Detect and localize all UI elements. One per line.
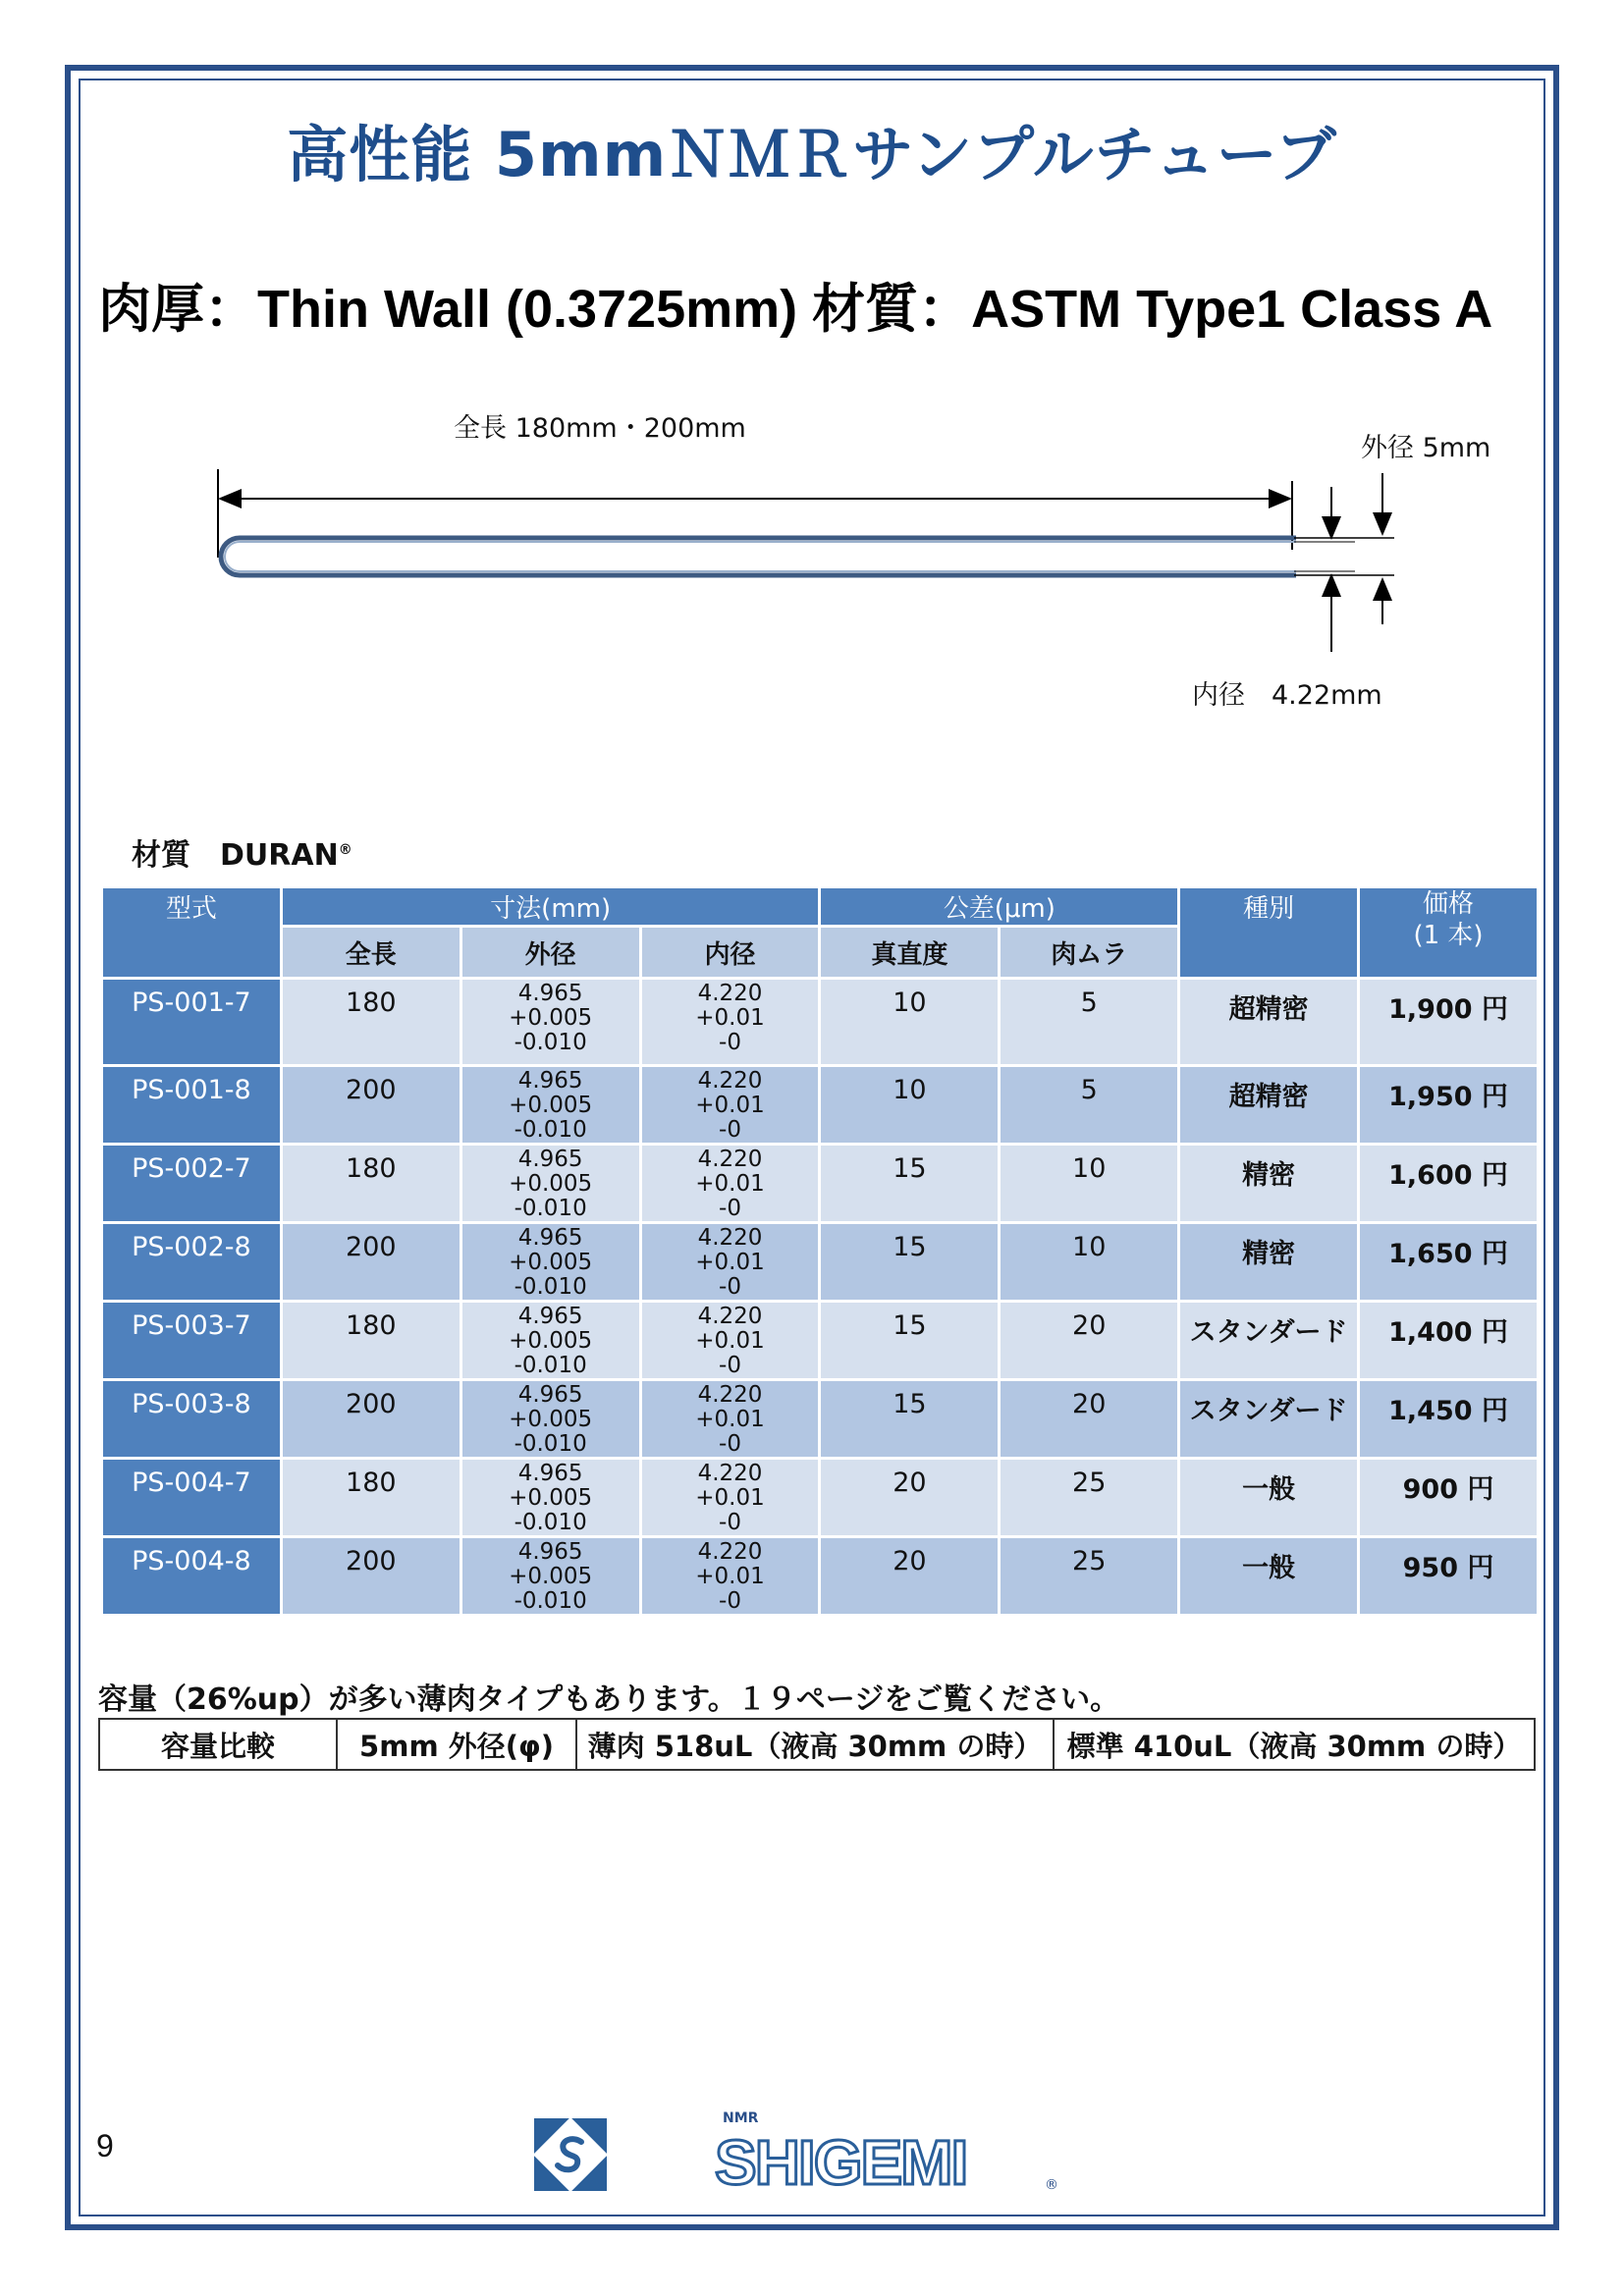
table-row bbox=[103, 980, 1537, 1064]
type-cell: 一般 bbox=[1180, 1538, 1357, 1614]
price-cell: 1,400 円 bbox=[1360, 1303, 1537, 1378]
id-cell: 4.220 +0.01 -0 bbox=[642, 1303, 819, 1378]
type-cell: 超精密 bbox=[1180, 980, 1357, 1064]
subheader-straightness: 真直度 bbox=[821, 928, 998, 977]
table-row bbox=[103, 1538, 1537, 1614]
straightness-cell: 20 bbox=[821, 1538, 998, 1614]
subheader-id: 内径 bbox=[642, 928, 819, 977]
length-cell: 200 bbox=[283, 1067, 460, 1143]
straightness-cell: 15 bbox=[821, 1381, 998, 1457]
table-row bbox=[103, 1146, 1537, 1221]
table-row bbox=[103, 1224, 1537, 1300]
length-cell: 200 bbox=[283, 1224, 460, 1300]
wall-variation-cell: 25 bbox=[1001, 1538, 1177, 1614]
straightness-cell: 10 bbox=[821, 980, 998, 1064]
wall-variation-cell: 5 bbox=[1001, 980, 1177, 1064]
price-cell: 900 円 bbox=[1360, 1460, 1537, 1535]
model-cell: PS-001-8 bbox=[103, 1067, 280, 1143]
length-label: 全長 180mm・200mm bbox=[454, 413, 746, 444]
type-cell: 精密 bbox=[1180, 1224, 1357, 1300]
tube-diagram bbox=[0, 0, 1624, 746]
price-cell: 1,450 円 bbox=[1360, 1381, 1537, 1457]
header-price: 価格 (1 本) bbox=[1360, 888, 1537, 977]
id-cell: 4.220 +0.01 -0 bbox=[642, 1538, 819, 1614]
length-cell: 180 bbox=[283, 980, 460, 1064]
shigemi-logo-mark-icon bbox=[534, 2118, 607, 2191]
type-cell: 精密 bbox=[1180, 1146, 1357, 1221]
header-dimensions: 寸法(mm) bbox=[283, 888, 819, 925]
length-cell: 200 bbox=[283, 1538, 460, 1614]
wall-variation-cell: 10 bbox=[1001, 1224, 1177, 1300]
id-cell: 4.220 +0.01 -0 bbox=[642, 1224, 819, 1300]
od-cell: 4.965 +0.005 -0.010 bbox=[462, 1538, 639, 1614]
id-cell: 4.220 +0.01 -0 bbox=[642, 1146, 819, 1221]
straightness-cell: 15 bbox=[821, 1146, 998, 1221]
id-cell: 4.220 +0.01 -0 bbox=[642, 1460, 819, 1535]
material-label: 材質 DURAN® bbox=[132, 838, 352, 873]
capacity-comparison-table bbox=[98, 1718, 1536, 1771]
price-cell: 1,950 円 bbox=[1360, 1067, 1537, 1143]
model-cell: PS-004-7 bbox=[103, 1460, 280, 1535]
capacity-label: 容量比較 bbox=[99, 1719, 337, 1770]
type-cell: 超精密 bbox=[1180, 1067, 1357, 1143]
subheader-wall-variation: 肉ムラ bbox=[1001, 928, 1177, 977]
subheader-od: 外径 bbox=[462, 928, 639, 977]
id-cell: 4.220 +0.01 -0 bbox=[642, 1381, 819, 1457]
length-cell: 200 bbox=[283, 1381, 460, 1457]
capacity-standard: 標準 410uL（液高 30mm の時） bbox=[1054, 1719, 1535, 1770]
table-row bbox=[103, 1460, 1537, 1535]
price-cell: 1,600 円 bbox=[1360, 1146, 1537, 1221]
header-model: 型式 bbox=[103, 888, 280, 977]
model-cell: PS-004-8 bbox=[103, 1538, 280, 1614]
logo-registered-mark: ® bbox=[1045, 2177, 1058, 2193]
logo-nmr-text: NMR bbox=[723, 2110, 759, 2126]
id-cell: 4.220 +0.01 -0 bbox=[642, 980, 819, 1064]
od-cell: 4.965 +0.005 -0.010 bbox=[462, 1460, 639, 1535]
type-cell: 一般 bbox=[1180, 1460, 1357, 1535]
wall-variation-cell: 5 bbox=[1001, 1067, 1177, 1143]
inner-diameter-label: 内径 4.22mm bbox=[1192, 680, 1382, 711]
price-cell: 1,900 円 bbox=[1360, 980, 1537, 1064]
tube-outer-wall bbox=[221, 538, 1296, 575]
straightness-cell: 15 bbox=[821, 1224, 998, 1300]
price-cell: 950 円 bbox=[1360, 1538, 1537, 1614]
header-type: 種別 bbox=[1180, 888, 1357, 977]
length-cell: 180 bbox=[283, 1460, 460, 1535]
od-cell: 4.965 +0.005 -0.010 bbox=[462, 1224, 639, 1300]
capacity-note: 容量（26%up）が多い薄肉タイプもあります。１９ページをご覧ください。 bbox=[98, 1682, 1120, 1717]
length-cell: 180 bbox=[283, 1146, 460, 1221]
capacity-thin-wall: 薄肉 518uL（液高 30mm の時） bbox=[576, 1719, 1054, 1770]
page-subtitle: 肉厚：Thin Wall (0.3725mm) 材質：ASTM Type1 Class A bbox=[98, 280, 1493, 339]
od-cell: 4.965 +0.005 -0.010 bbox=[462, 980, 639, 1064]
model-cell: PS-003-8 bbox=[103, 1381, 280, 1457]
table-row bbox=[103, 1303, 1537, 1378]
page-title: 高性能 5mmＮＭＲサンプルチューブ bbox=[287, 119, 1337, 190]
model-cell: PS-001-7 bbox=[103, 980, 280, 1064]
straightness-cell: 10 bbox=[821, 1067, 998, 1143]
model-cell: PS-003-7 bbox=[103, 1303, 280, 1378]
subheader-length: 全長 bbox=[283, 928, 460, 977]
model-cell: PS-002-7 bbox=[103, 1146, 280, 1221]
wall-variation-cell: 20 bbox=[1001, 1381, 1177, 1457]
table-row bbox=[103, 1067, 1537, 1143]
logo-shigemi-text: SHIGEMI bbox=[715, 2127, 967, 2198]
wall-variation-cell: 25 bbox=[1001, 1460, 1177, 1535]
length-cell: 180 bbox=[283, 1303, 460, 1378]
outer-diameter-label: 外径 5mm bbox=[1361, 433, 1491, 463]
od-cell: 4.965 +0.005 -0.010 bbox=[462, 1146, 639, 1221]
page-number: 9 bbox=[96, 2128, 114, 2163]
model-cell: PS-002-8 bbox=[103, 1224, 280, 1300]
capacity-od: 5mm 外径(φ) bbox=[337, 1719, 576, 1770]
od-cell: 4.965 +0.005 -0.010 bbox=[462, 1303, 639, 1378]
id-cell: 4.220 +0.01 -0 bbox=[642, 1067, 819, 1143]
table-row bbox=[103, 1381, 1537, 1457]
type-cell: スタンダード bbox=[1180, 1381, 1357, 1457]
od-cell: 4.965 +0.005 -0.010 bbox=[462, 1067, 639, 1143]
od-cell: 4.965 +0.005 -0.010 bbox=[462, 1381, 639, 1457]
price-cell: 1,650 円 bbox=[1360, 1224, 1537, 1300]
straightness-cell: 15 bbox=[821, 1303, 998, 1378]
type-cell: スタンダード bbox=[1180, 1303, 1357, 1378]
spec-table bbox=[100, 885, 1540, 1617]
wall-variation-cell: 10 bbox=[1001, 1146, 1177, 1221]
tube-inner-wall bbox=[225, 542, 1296, 571]
header-tolerance: 公差(μm) bbox=[821, 888, 1177, 925]
wall-variation-cell: 20 bbox=[1001, 1303, 1177, 1378]
straightness-cell: 20 bbox=[821, 1460, 998, 1535]
